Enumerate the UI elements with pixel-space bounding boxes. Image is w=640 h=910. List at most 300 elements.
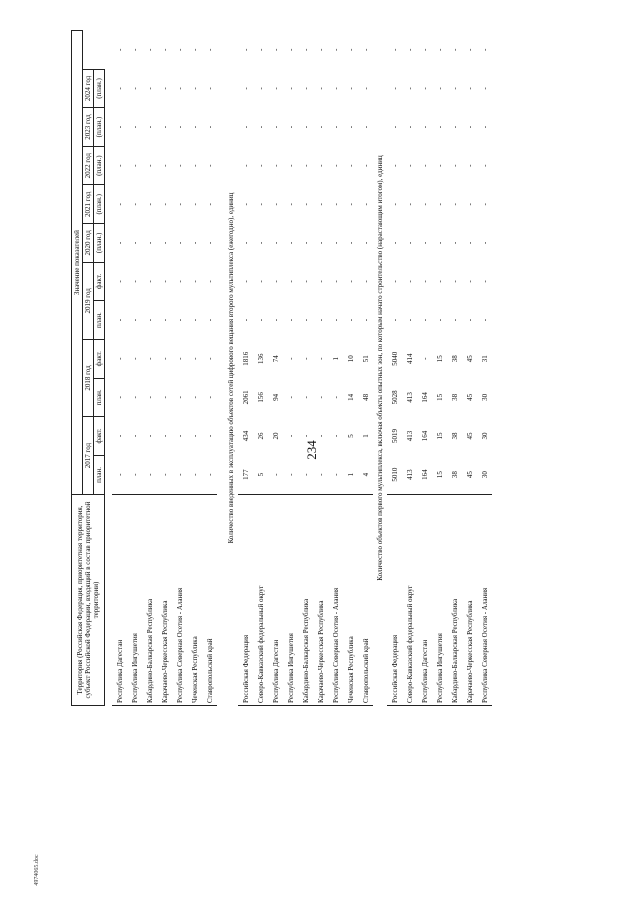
value-cell: 4 bbox=[361, 472, 370, 477]
value-cell: - bbox=[361, 203, 370, 206]
value-cell: 48 bbox=[361, 393, 370, 401]
fact-header: факт. bbox=[94, 262, 105, 301]
value-cell: - bbox=[316, 203, 325, 206]
value-cell: - bbox=[241, 203, 250, 206]
value-cell: - bbox=[286, 280, 295, 283]
value-cell: - bbox=[346, 87, 355, 90]
value-cell: - bbox=[145, 241, 154, 245]
value-cell: 15 bbox=[435, 393, 444, 401]
territory-name-cell: Республика Северная Осетия - Алания bbox=[172, 495, 187, 706]
value-cell: - bbox=[420, 241, 429, 245]
value-cell: - bbox=[205, 357, 214, 360]
value-cell: - bbox=[205, 48, 214, 51]
value-cell: - bbox=[160, 434, 169, 438]
value-cell: - bbox=[286, 241, 295, 245]
value-cell: - bbox=[361, 164, 370, 167]
value-cell: - bbox=[271, 241, 280, 245]
value-cell: 38 bbox=[450, 393, 459, 401]
value-cell: - bbox=[115, 396, 124, 399]
value-cell: 413 bbox=[405, 469, 414, 480]
value-cell: 30 bbox=[480, 471, 489, 479]
value-cell: - bbox=[361, 125, 370, 129]
value-cell: - bbox=[241, 280, 250, 283]
value-cell: - bbox=[190, 473, 199, 476]
value-cell: - bbox=[480, 280, 489, 283]
value-cell: - bbox=[241, 125, 250, 129]
value-cell: 74 bbox=[271, 355, 280, 363]
value-cell: 10 bbox=[346, 355, 355, 363]
value-cell: - bbox=[420, 357, 429, 360]
value-cell: 434 bbox=[241, 430, 250, 442]
value-cell: - bbox=[175, 473, 184, 476]
value-cell: - bbox=[145, 318, 154, 322]
value-cell: - bbox=[160, 318, 169, 322]
value-cell: - bbox=[301, 396, 310, 399]
value-cell: - bbox=[205, 434, 214, 438]
value-cell: - bbox=[175, 241, 184, 245]
value-cell: - bbox=[130, 396, 139, 399]
territory-column-header: Территория (Российская Федерация, приоритетная территория, субъект Российской Федерации, входящий в состав приоритетной территории) bbox=[72, 495, 105, 706]
value-cell: 164 bbox=[420, 392, 429, 403]
value-cell: 45 bbox=[465, 355, 474, 363]
plan-paren-header: (план.) bbox=[94, 108, 105, 147]
territory-name-cell: Российская Федерация bbox=[238, 495, 253, 706]
value-cell: 156 bbox=[256, 392, 265, 403]
year-header-2019: 2019 год bbox=[83, 262, 94, 339]
value-cell: - bbox=[256, 241, 265, 245]
value-cell: - bbox=[301, 48, 310, 51]
table-row bbox=[402, 31, 417, 706]
value-cell: - bbox=[115, 48, 124, 51]
value-cell: 413 bbox=[405, 430, 414, 442]
value-cell: - bbox=[160, 241, 169, 245]
territory-name-cell: Чеченская Республика bbox=[343, 495, 358, 706]
value-cell: - bbox=[346, 48, 355, 51]
value-cell: 5028 bbox=[390, 390, 399, 405]
value-cell: 1 bbox=[361, 434, 370, 438]
value-cell: - bbox=[301, 125, 310, 129]
value-cell: - bbox=[190, 318, 199, 322]
value-cell: - bbox=[241, 241, 250, 245]
section-title-row bbox=[373, 31, 387, 706]
plan-paren-header: (план.) bbox=[94, 185, 105, 224]
value-cell: - bbox=[145, 396, 154, 399]
value-cell: - bbox=[390, 164, 399, 167]
value-cell: - bbox=[145, 280, 154, 283]
value-cell: - bbox=[361, 48, 370, 51]
value-cell: - bbox=[435, 125, 444, 129]
value-cell: 38 bbox=[450, 355, 459, 363]
value-cell: - bbox=[435, 164, 444, 167]
territory-name-cell: Северо-Кавказский федеральный округ bbox=[402, 495, 417, 706]
value-cell: - bbox=[205, 241, 214, 245]
value-cell: - bbox=[390, 241, 399, 245]
value-cell: - bbox=[145, 357, 154, 360]
table-row bbox=[253, 31, 268, 706]
value-cell: - bbox=[331, 396, 340, 399]
value-cell: - bbox=[130, 241, 139, 245]
value-cell: - bbox=[390, 203, 399, 206]
value-cell: - bbox=[160, 280, 169, 283]
value-cell: - bbox=[205, 396, 214, 399]
table-row bbox=[142, 31, 157, 706]
value-cell: 164 bbox=[420, 430, 429, 442]
value-cell: - bbox=[480, 87, 489, 90]
value-cell: 1 bbox=[346, 472, 355, 477]
value-cell: - bbox=[256, 87, 265, 90]
value-cell: - bbox=[271, 280, 280, 283]
indicator-table-container bbox=[71, 30, 620, 706]
value-cell: - bbox=[286, 473, 295, 476]
value-cell: - bbox=[115, 125, 124, 129]
value-cell: - bbox=[405, 164, 414, 167]
value-cell: - bbox=[301, 280, 310, 283]
value-cell: - bbox=[271, 125, 280, 129]
value-cell: - bbox=[130, 318, 139, 322]
value-cell: - bbox=[175, 280, 184, 283]
value-cell: 177 bbox=[241, 469, 250, 480]
value-cell: 136 bbox=[256, 353, 265, 364]
value-cell: - bbox=[420, 203, 429, 206]
territory-name-cell: Республика Ингушетия bbox=[127, 495, 142, 706]
value-cell: - bbox=[405, 241, 414, 245]
value-cell: - bbox=[331, 203, 340, 206]
value-cell: - bbox=[390, 48, 399, 51]
value-cell: 2061 bbox=[241, 390, 250, 405]
value-cell: - bbox=[286, 434, 295, 438]
value-cell: - bbox=[331, 164, 340, 167]
value-cell: 94 bbox=[271, 393, 280, 401]
value-cell: - bbox=[130, 164, 139, 167]
value-cell: - bbox=[175, 318, 184, 322]
territory-name-cell: Российская Федерация bbox=[387, 495, 402, 706]
value-cell: - bbox=[435, 241, 444, 245]
value-cell: - bbox=[205, 318, 214, 322]
value-cell: - bbox=[405, 203, 414, 206]
value-cell: - bbox=[346, 241, 355, 245]
value-cell: - bbox=[346, 125, 355, 129]
value-cell: - bbox=[145, 87, 154, 90]
table-row bbox=[432, 31, 447, 706]
value-cell: - bbox=[190, 241, 199, 245]
value-cell: - bbox=[190, 87, 199, 90]
value-cell: - bbox=[480, 48, 489, 51]
value-cell: - bbox=[160, 396, 169, 399]
year-header-2022: 2022 год bbox=[83, 146, 94, 185]
value-cell: - bbox=[331, 241, 340, 245]
table-row bbox=[202, 31, 217, 706]
value-cell: - bbox=[420, 125, 429, 129]
value-cell: 38 bbox=[450, 471, 459, 479]
territory-name-cell: Республика Дагестан bbox=[268, 495, 283, 706]
value-cell: - bbox=[190, 396, 199, 399]
value-cell: - bbox=[286, 125, 295, 129]
value-cell: - bbox=[435, 48, 444, 51]
value-cell: - bbox=[331, 473, 340, 476]
value-cell: - bbox=[241, 318, 250, 322]
territory-name-cell: Республика Ингушетия bbox=[283, 495, 298, 706]
territory-name-cell: Республика Ингушетия bbox=[432, 495, 447, 706]
value-cell: - bbox=[420, 48, 429, 51]
table-row bbox=[187, 31, 202, 706]
fact-header: факт. bbox=[94, 339, 105, 378]
value-cell: - bbox=[256, 203, 265, 206]
value-cell: - bbox=[145, 473, 154, 476]
table-row bbox=[358, 31, 373, 706]
indicator-values-header: Значение показателей bbox=[72, 31, 83, 495]
value-cell: - bbox=[316, 318, 325, 322]
document-file-name: 4974065.doc bbox=[34, 854, 40, 886]
value-cell: - bbox=[286, 357, 295, 360]
value-cell: - bbox=[450, 125, 459, 129]
value-cell: - bbox=[450, 280, 459, 283]
value-cell: - bbox=[450, 48, 459, 51]
value-cell: - bbox=[286, 318, 295, 322]
value-cell: - bbox=[301, 203, 310, 206]
territory-name-cell: Кабардино-Балкарская Республика bbox=[298, 495, 313, 706]
value-cell: - bbox=[420, 87, 429, 90]
plan-header: план. bbox=[94, 455, 105, 494]
value-cell: - bbox=[316, 87, 325, 90]
value-cell: - bbox=[331, 125, 340, 129]
value-cell: - bbox=[175, 48, 184, 51]
value-cell: - bbox=[331, 434, 340, 438]
value-cell: 26 bbox=[256, 432, 265, 440]
territory-name-cell: Чеченская Республика bbox=[187, 495, 202, 706]
territory-name-cell: Карачаево-Черкесская Республика bbox=[313, 495, 328, 706]
territory-name-cell: Республика Дагестан bbox=[417, 495, 432, 706]
value-cell: - bbox=[286, 203, 295, 206]
value-cell: - bbox=[435, 87, 444, 90]
value-cell: - bbox=[286, 87, 295, 90]
value-cell: - bbox=[435, 280, 444, 283]
value-cell: - bbox=[256, 280, 265, 283]
value-cell: 5019 bbox=[390, 428, 399, 443]
table-row bbox=[268, 31, 283, 706]
value-cell: - bbox=[160, 164, 169, 167]
value-cell: - bbox=[316, 473, 325, 476]
territory-name-cell: Кабардино-Балкарская Республика bbox=[447, 495, 462, 706]
territory-name-cell: Северо-Кавказский федеральный округ bbox=[253, 495, 268, 706]
value-cell: - bbox=[390, 125, 399, 129]
value-cell: - bbox=[190, 48, 199, 51]
value-cell: - bbox=[271, 48, 280, 51]
value-cell: - bbox=[256, 164, 265, 167]
value-cell: - bbox=[316, 396, 325, 399]
value-cell: - bbox=[465, 125, 474, 129]
table-row bbox=[238, 31, 253, 706]
value-cell: - bbox=[145, 434, 154, 438]
territory-name-cell: Республика Северная Осетия - Алания bbox=[328, 495, 343, 706]
value-cell: - bbox=[480, 203, 489, 206]
value-cell: - bbox=[390, 280, 399, 283]
table-row bbox=[298, 31, 313, 706]
value-cell: - bbox=[256, 125, 265, 129]
value-cell: - bbox=[465, 164, 474, 167]
value-cell: - bbox=[115, 357, 124, 360]
value-cell: 30 bbox=[480, 432, 489, 440]
value-cell: - bbox=[130, 203, 139, 206]
value-cell: - bbox=[480, 318, 489, 322]
value-cell: - bbox=[465, 280, 474, 283]
value-cell: - bbox=[465, 318, 474, 322]
value-cell: - bbox=[115, 318, 124, 322]
value-cell: - bbox=[331, 87, 340, 90]
value-cell: - bbox=[450, 318, 459, 322]
value-cell: - bbox=[271, 318, 280, 322]
table-row bbox=[112, 31, 127, 706]
value-cell: - bbox=[241, 164, 250, 167]
value-cell: - bbox=[160, 203, 169, 206]
value-cell: - bbox=[160, 357, 169, 360]
value-cell: - bbox=[271, 87, 280, 90]
value-cell: - bbox=[190, 357, 199, 360]
value-cell: - bbox=[346, 280, 355, 283]
spacer-row bbox=[105, 31, 113, 706]
value-cell: - bbox=[420, 318, 429, 322]
value-cell: - bbox=[361, 87, 370, 90]
value-cell: - bbox=[480, 241, 489, 245]
value-cell: - bbox=[331, 48, 340, 51]
value-cell: - bbox=[205, 125, 214, 129]
year-header-2021: 2021 год bbox=[83, 185, 94, 224]
value-cell: - bbox=[316, 434, 325, 438]
value-cell: - bbox=[346, 203, 355, 206]
value-cell: - bbox=[190, 434, 199, 438]
value-cell: - bbox=[346, 164, 355, 167]
value-cell: - bbox=[361, 241, 370, 245]
value-cell: 164 bbox=[420, 469, 429, 480]
table-row bbox=[477, 31, 492, 706]
value-cell: - bbox=[301, 241, 310, 245]
value-cell: - bbox=[480, 164, 489, 167]
value-cell: 1 bbox=[331, 356, 340, 361]
value-cell: - bbox=[301, 357, 310, 360]
value-cell: 5 bbox=[256, 472, 265, 477]
value-cell: - bbox=[465, 241, 474, 245]
section-title-row bbox=[224, 31, 238, 706]
value-cell: - bbox=[130, 87, 139, 90]
table-row bbox=[343, 31, 358, 706]
value-cell: - bbox=[271, 164, 280, 167]
value-cell: - bbox=[190, 125, 199, 129]
value-cell: - bbox=[115, 203, 124, 206]
value-cell: 15 bbox=[435, 471, 444, 479]
value-cell: - bbox=[130, 48, 139, 51]
value-cell: - bbox=[256, 48, 265, 51]
year-header-2023: 2023 год bbox=[83, 108, 94, 147]
value-cell: - bbox=[331, 280, 340, 283]
value-cell: 14 bbox=[346, 393, 355, 401]
table-row bbox=[313, 31, 328, 706]
value-cell: 38 bbox=[450, 432, 459, 440]
value-cell: - bbox=[316, 48, 325, 51]
plan-header: план. bbox=[94, 301, 105, 340]
value-cell: 30 bbox=[480, 393, 489, 401]
table-row bbox=[462, 31, 477, 706]
value-cell: - bbox=[175, 203, 184, 206]
value-cell: - bbox=[465, 203, 474, 206]
plan-paren-header: (план.) bbox=[94, 69, 105, 108]
value-cell: - bbox=[450, 87, 459, 90]
value-cell: - bbox=[316, 357, 325, 360]
value-cell: - bbox=[205, 87, 214, 90]
value-cell: - bbox=[145, 164, 154, 167]
territory-name-cell: Республика Северная Осетия - Алания bbox=[477, 495, 492, 706]
value-cell: - bbox=[205, 203, 214, 206]
table-row bbox=[417, 31, 432, 706]
territory-name-cell: Ставропольский край bbox=[202, 495, 217, 706]
value-cell: - bbox=[160, 48, 169, 51]
year-header-2024: 2024 год bbox=[83, 69, 94, 108]
value-cell: - bbox=[145, 125, 154, 129]
value-cell: - bbox=[115, 434, 124, 438]
value-cell: - bbox=[465, 48, 474, 51]
value-cell: - bbox=[205, 473, 214, 476]
value-cell: - bbox=[301, 164, 310, 167]
value-cell: 5 bbox=[346, 434, 355, 438]
value-cell: - bbox=[405, 87, 414, 90]
value-cell: - bbox=[405, 125, 414, 129]
fact-header: факт. bbox=[94, 417, 105, 456]
value-cell: - bbox=[346, 318, 355, 322]
year-header-2020: 2020 год bbox=[83, 224, 94, 263]
value-cell: 1816 bbox=[241, 351, 250, 366]
value-cell: - bbox=[480, 125, 489, 129]
value-cell: 413 bbox=[405, 392, 414, 403]
plan-header: план. bbox=[94, 378, 105, 417]
value-cell: - bbox=[316, 241, 325, 245]
value-cell: 45 bbox=[465, 432, 474, 440]
table-row bbox=[157, 31, 172, 706]
value-cell: - bbox=[465, 87, 474, 90]
value-cell: - bbox=[405, 48, 414, 51]
value-cell: - bbox=[115, 280, 124, 283]
table-row bbox=[328, 31, 343, 706]
value-cell: 51 bbox=[361, 355, 370, 363]
table-row bbox=[172, 31, 187, 706]
value-cell: - bbox=[205, 280, 214, 283]
value-cell: - bbox=[361, 280, 370, 283]
value-cell: - bbox=[286, 48, 295, 51]
indicator-table bbox=[71, 30, 492, 706]
territory-name-cell: Ставропольский край bbox=[358, 495, 373, 706]
value-cell: - bbox=[160, 125, 169, 129]
section-title: Количество объектов первого мультиплекса, включая объекты опытных зон, по которым начато строительство (нарастающим итогом), единиц bbox=[376, 155, 385, 581]
value-cell: - bbox=[175, 87, 184, 90]
table-row bbox=[387, 31, 402, 706]
spacer-cell bbox=[217, 31, 224, 706]
value-cell: 15 bbox=[435, 432, 444, 440]
table-row bbox=[283, 31, 298, 706]
plan-paren-header: (план.) bbox=[94, 146, 105, 185]
value-cell: - bbox=[190, 203, 199, 206]
value-cell: 414 bbox=[405, 353, 414, 364]
value-cell: - bbox=[405, 280, 414, 283]
value-cell: 45 bbox=[465, 393, 474, 401]
value-cell: - bbox=[175, 125, 184, 129]
value-cell: - bbox=[420, 280, 429, 283]
value-cell: - bbox=[286, 164, 295, 167]
spacer-row bbox=[217, 31, 224, 706]
plan-paren-header: (план.) bbox=[94, 224, 105, 263]
value-cell: - bbox=[130, 280, 139, 283]
table-row bbox=[447, 31, 462, 706]
year-header-2018: 2018 год bbox=[83, 339, 94, 416]
value-cell: - bbox=[241, 87, 250, 90]
section-title: Количество введенных в эксплуатацию объектов сетей цифрового вещания второго мультиплекса (ежегодно), единиц bbox=[227, 192, 236, 544]
territory-name-cell: Карачаево-Черкесская Республика bbox=[157, 495, 172, 706]
